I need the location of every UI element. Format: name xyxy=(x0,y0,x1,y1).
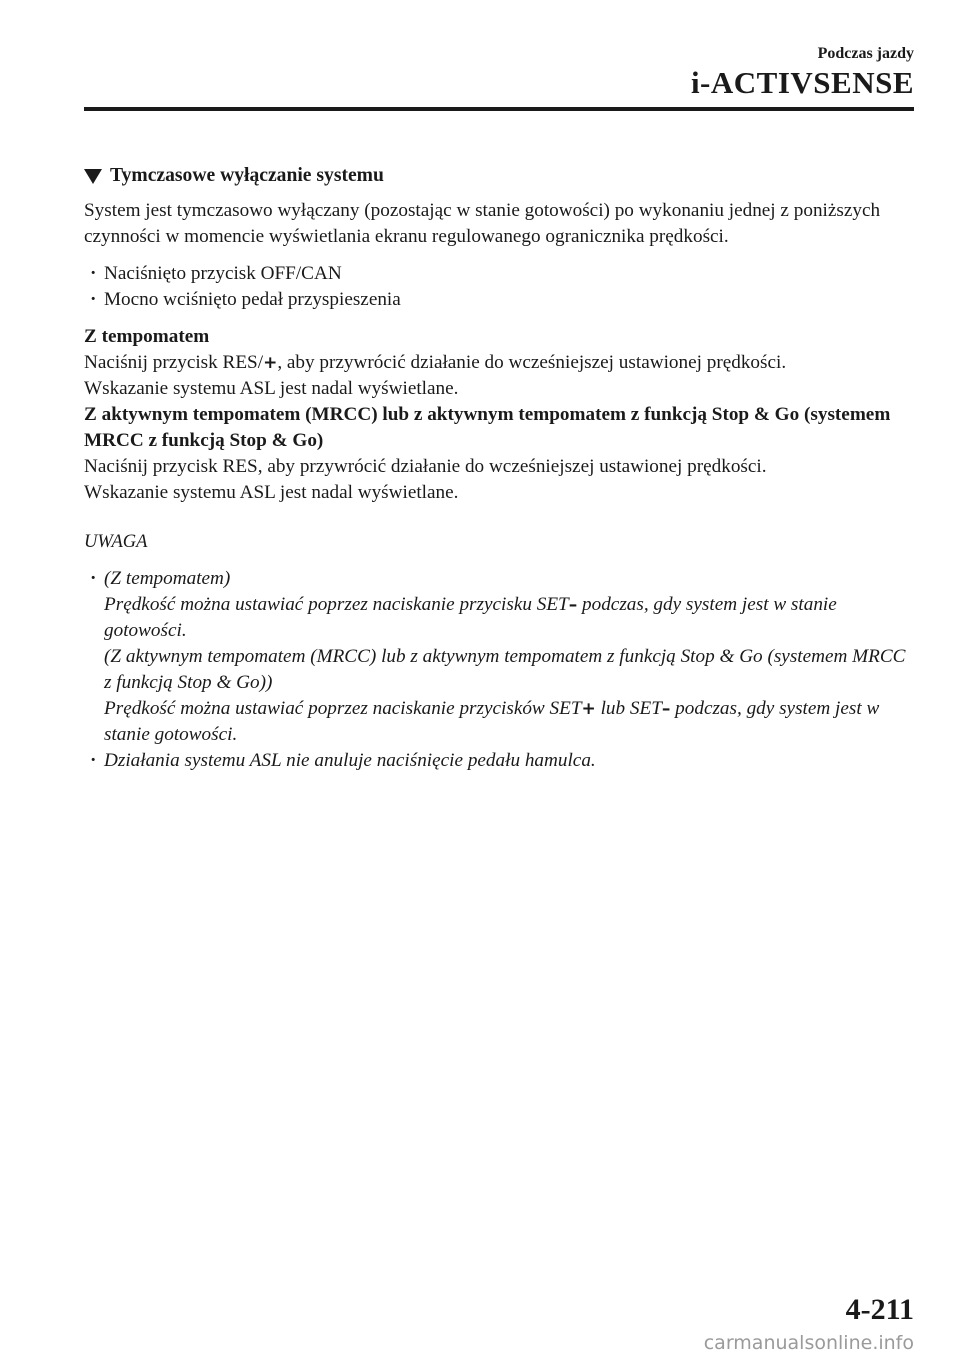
plus-icon: + xyxy=(263,353,278,373)
note-item1-title: · (Z tempomatem) xyxy=(104,568,231,589)
note-item1-sub-title: (Z aktywnym tempomatem (MRCC) lub z aktywnym tempomatem z funkcją Stop & Go (systemem MRCC z funkcją Stop & Go)) xyxy=(104,646,906,693)
list-item: · Mocno wciśnięto pedał przyspieszenia xyxy=(84,287,914,313)
watermark: carmanualsonline.info xyxy=(703,1332,914,1354)
mrcc-text-line2: Wskazanie systemu ASL jest nadal wyświetlane. xyxy=(84,482,459,503)
note-label: UWAGA xyxy=(84,532,148,552)
subsection-heading-text: Tymczasowe wyłączanie systemu xyxy=(110,165,384,186)
cruise-title: Z tempomatem xyxy=(84,326,210,347)
section-title: i-ACTIVSENSE xyxy=(690,65,914,100)
page-number: 4-211 xyxy=(845,1293,914,1326)
minus-icon: – xyxy=(568,595,578,615)
chapter-title: Podczas jazdy xyxy=(817,45,914,62)
cruise-text: Naciśnij przycisk RES/+, aby przywrócić działanie do wcześniejszej ustawionej prędkości. xyxy=(84,352,787,373)
list-item xyxy=(84,566,914,748)
header-rule xyxy=(84,107,914,111)
mrcc-section xyxy=(84,402,914,506)
page-content xyxy=(84,163,914,774)
cruise-section xyxy=(84,324,914,402)
note-item1-sub-text: Prędkość można ustawiać poprzez naciskanie przycisków SET+ lub SET– podczas, gdy system jest w stanie gotowości. xyxy=(104,698,880,745)
plus-icon: + xyxy=(581,699,596,719)
mrcc-title: Z aktywnym tempomatem (MRCC) lub z aktywnym tempomatem z funkcją Stop & Go (systemem MRCC z funkcją Stop & Go) xyxy=(84,404,891,451)
note-list xyxy=(84,566,914,774)
list-item: · Działania systemu ASL nie anuluje naciśnięcie pedału hamulca. xyxy=(84,748,914,774)
mrcc-text: Naciśnij przycisk RES, aby przywrócić działanie do wcześniejszej ustawionej prędkości. xyxy=(84,456,767,477)
note-item1-text: Prędkość można ustawiać poprzez naciskanie przycisku SET– podczas, gdy system jest w stanie gotowości. xyxy=(104,594,837,641)
minus-icon: – xyxy=(661,699,671,719)
page-header xyxy=(691,44,914,102)
list-item: · Naciśnięto przycisk OFF/CAN xyxy=(84,261,914,287)
cruise-text-line2: Wskazanie systemu ASL jest nadal wyświetlane. xyxy=(84,378,459,399)
subsection-heading xyxy=(84,163,914,189)
intro-paragraph: System jest tymczasowo wyłączany (pozostając w stanie gotowości) po wykonaniu jednej z poniższych czynności w momencie wyświetlania ekranu regulowanego ogranicznika prędkości. xyxy=(84,200,881,247)
triangle-marker-icon xyxy=(84,169,102,184)
condition-list xyxy=(84,261,914,313)
